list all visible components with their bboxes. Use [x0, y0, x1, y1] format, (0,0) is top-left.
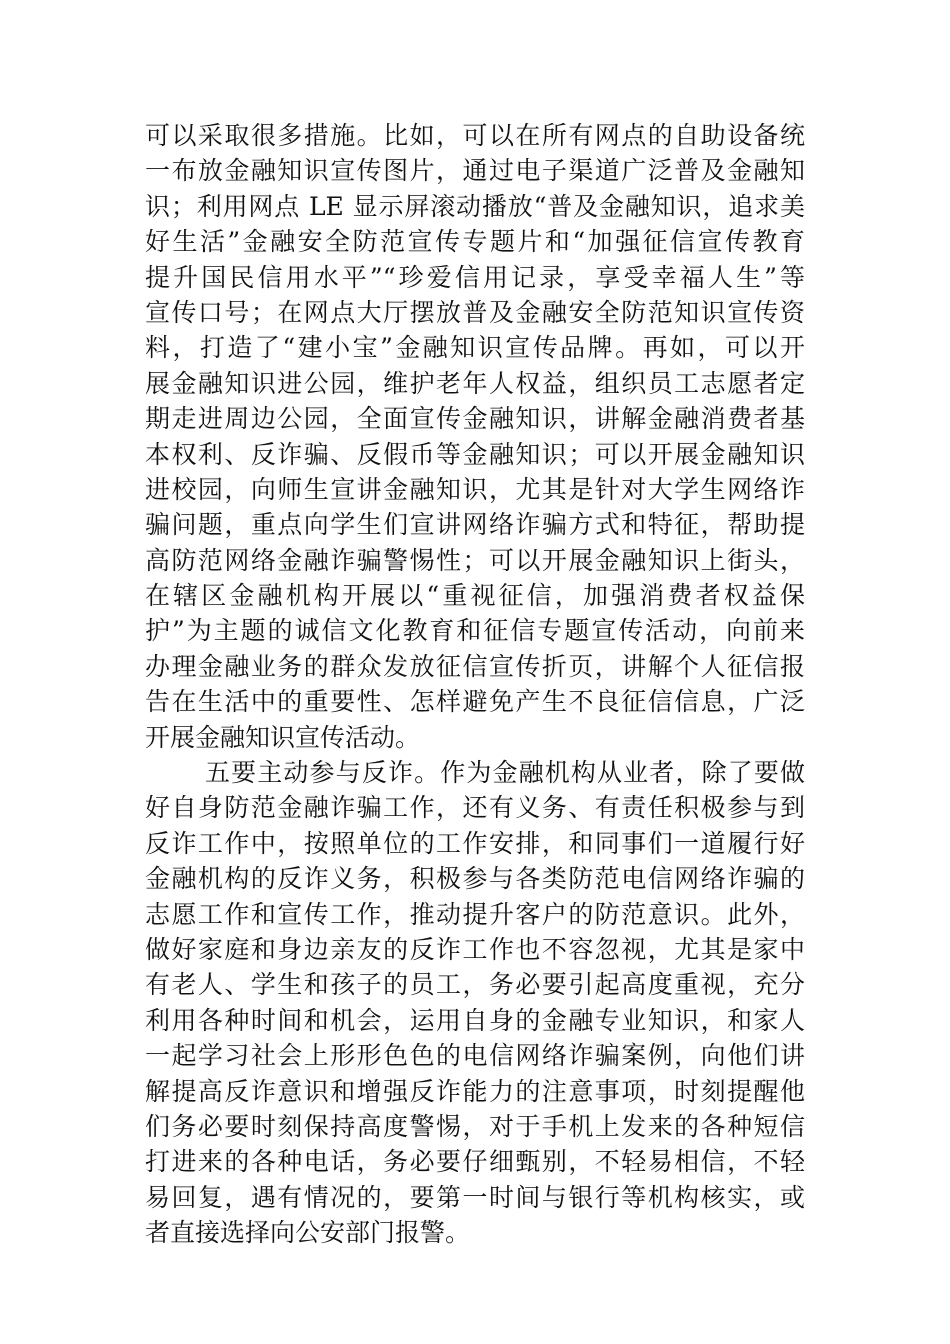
text-line: 期走进周边公园，全面宣传金融知识，讲解金融消费者基 — [145, 404, 805, 434]
text-line: 进校园，向师生宣讲金融知识，尤其是针对大学生网络诈 — [145, 474, 805, 504]
text-line: 开展金融知识宣传活动。 — [145, 722, 421, 752]
text-line: 宣传口号；在网点大厅摆放普及金融安全防范知识宣传资 — [145, 297, 805, 327]
text-line: 提升国民信用水平”“珍爱信用记录，享受幸福人生”等 — [145, 262, 805, 292]
text-line: 解提高反诈意识和增强反诈能力的注意事项，时刻提醒他 — [145, 1076, 805, 1106]
text-line: 告在生活中的重要性、怎样避免产生不良征信信息，广泛 — [145, 687, 805, 717]
text-line: 易回复，遇有情况的，要第一时间与银行等机构核实，或 — [145, 1182, 805, 1212]
text-line: 本权利、反诈骗、反假币等金融知识；可以开展金融知识 — [145, 439, 805, 469]
text-line: 好生活”金融安全防范宣传专题片和“加强征信宣传教育 — [145, 227, 805, 257]
text-line: 好自身防范金融诈骗工作，还有义务、有责任积极参与到 — [145, 793, 805, 823]
text-line: 可以采取很多措施。比如，可以在所有网点的自助设备统 — [145, 121, 805, 150]
paragraph-1 — [145, 118, 805, 755]
text-line: 打进来的各种电话，务必要仔细甄别，不轻易相信，不轻 — [145, 1147, 805, 1177]
text-line: 骗问题，重点向学生们宣讲网络诈骗方式和特征，帮助提 — [145, 510, 805, 540]
text-line: 展金融知识进公园，维护老年人权益，组织员工志愿者定 — [145, 368, 805, 398]
text-line: 有老人、学生和孩子的员工，务必要引起高度重视，充分 — [145, 970, 805, 1000]
text-line: 识；利用网点 LE 显示屏滚动播放“普及金融知识，追求美 — [145, 191, 805, 221]
text-line: 办理金融业务的群众发放征信宣传折页，讲解个人征信报 — [145, 651, 805, 681]
text-line: 利用各种时间和机会，运用自身的金融专业知识，和家人 — [145, 1005, 805, 1035]
text-line: 者直接选择向公安部门报警。 — [145, 1218, 471, 1248]
text-line: 一起学习社会上形形色色的电信网络诈骗案例，向他们讲 — [145, 1041, 805, 1071]
text-line: 反诈工作中，按照单位的工作安排，和同事们一道履行好 — [145, 828, 805, 858]
text-line: 们务必要时刻保持高度警惕，对于手机上发来的各种短信 — [145, 1111, 805, 1141]
text-line: 一布放金融知识宣传图片，通过电子渠道广泛普及金融知 — [145, 156, 805, 186]
text-line: 五要主动参与反诈。作为金融机构从业者，除了要做 — [205, 758, 805, 788]
text-line: 志愿工作和宣传工作，推动提升客户的防范意识。此外， — [145, 899, 805, 929]
text-line: 做好家庭和身边亲友的反诈工作也不容忽视，尤其是家中 — [145, 934, 805, 964]
text-line: 在辖区金融机构开展以“重视征信，加强消费者权益保 — [145, 581, 805, 611]
paragraph-2 — [145, 755, 805, 1250]
text-line: 金融机构的反诈义务，积极参与各类防范电信网络诈骗的 — [145, 864, 805, 894]
text-line: 料，打造了“建小宝”金融知识宣传品牌。再如，可以开 — [145, 333, 805, 363]
text-line: 高防范网络金融诈骗警惕性；可以开展金融知识上街头， — [145, 545, 805, 575]
document-page — [145, 118, 805, 1251]
text-line: 护”为主题的诚信文化教育和征信专题宣传活动，向前来 — [145, 616, 805, 646]
